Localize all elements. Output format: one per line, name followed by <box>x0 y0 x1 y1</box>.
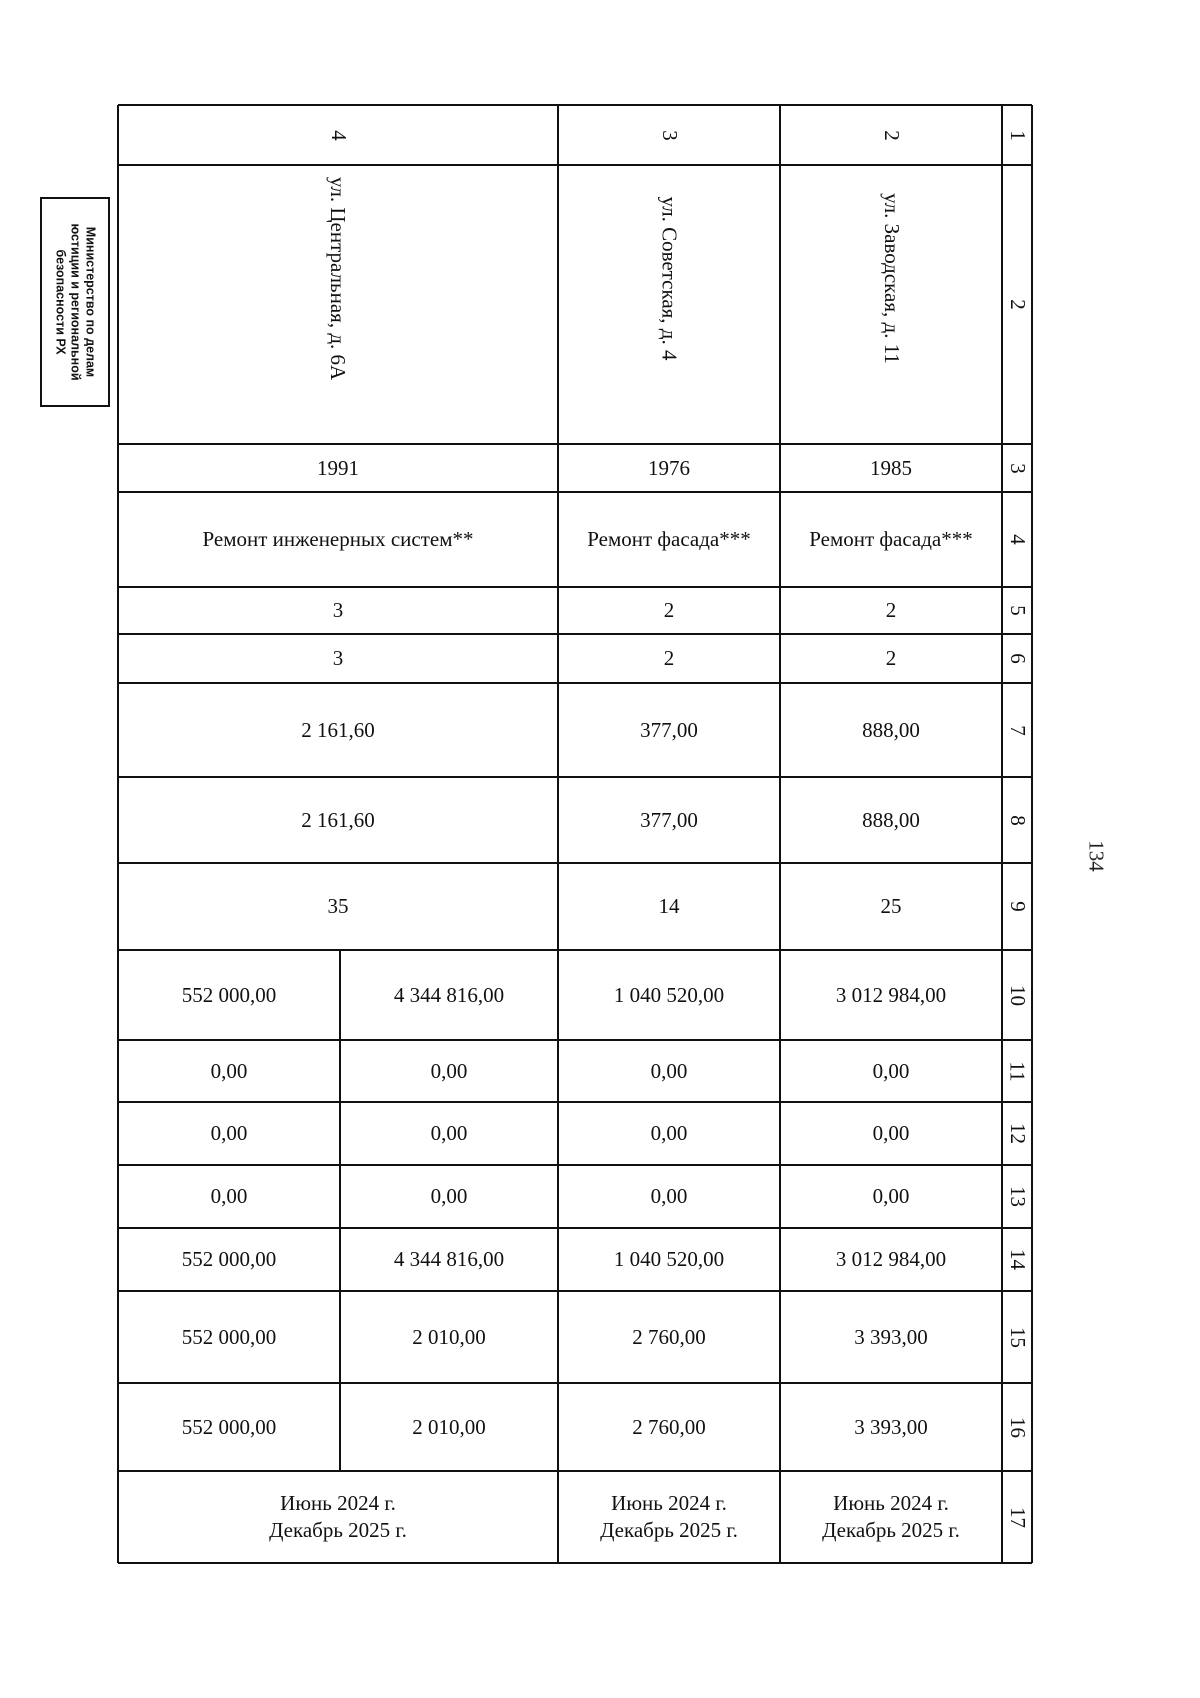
cell-value: 2 760,00 <box>632 1414 706 1439</box>
cell-value: 1 040 520,00 <box>613 982 725 1007</box>
row-3-col-8 <box>118 777 558 863</box>
cell-value: 2 <box>663 646 675 670</box>
cell-value: 552 000,00 <box>181 1247 277 1271</box>
column-number-9 <box>1002 863 1032 950</box>
cell-value: 4 344 816,00 <box>393 1247 505 1271</box>
cell-value: 4 344 816,00 <box>393 982 505 1007</box>
row-2-address <box>558 165 780 444</box>
cell-value: 0,00 <box>872 1184 910 1208</box>
row-1-period <box>780 1471 1002 1563</box>
row-1-col-9 <box>780 863 1002 950</box>
column-number-6 <box>1002 634 1032 683</box>
row-1-col-6 <box>780 634 1002 683</box>
row-3-number <box>118 105 558 165</box>
cell-value: 0,00 <box>650 1184 688 1208</box>
row-1-address <box>780 165 1002 444</box>
work-type-value: Ремонт инженерных систем** <box>202 527 474 551</box>
row-3-col-15-b <box>340 1291 558 1383</box>
cell-value: 2 010,00 <box>412 1414 486 1439</box>
cell-value: 888,00 <box>862 717 920 742</box>
cell-value: 0,00 <box>430 1184 468 1208</box>
cell-value: 2 161,60 <box>301 717 375 742</box>
cell-value: 3 012 984,00 <box>835 1247 947 1271</box>
cell-value: 14 <box>658 894 680 918</box>
stamp-line-3: безопасности РХ <box>53 249 68 355</box>
row-1-col-11 <box>780 1040 1002 1102</box>
column-number-label: 14 <box>1005 1249 1030 1270</box>
row-1-col-8 <box>780 777 1002 863</box>
column-number-12 <box>1002 1102 1032 1165</box>
column-number-label: 17 <box>1005 1506 1030 1528</box>
row-number-label: 3 <box>657 129 682 141</box>
cell-value: 0,00 <box>210 1058 248 1083</box>
column-number-16 <box>1002 1383 1032 1471</box>
column-number-10 <box>1002 950 1032 1040</box>
cell-value: 2 010,00 <box>412 1324 486 1349</box>
column-number-label: 1 <box>1005 129 1030 141</box>
row-3-col-11-a <box>118 1040 340 1102</box>
cell-value: 3 012 984,00 <box>835 982 947 1007</box>
column-number-label: 5 <box>1005 605 1030 616</box>
column-number-1 <box>1002 105 1032 165</box>
column-number-label: 12 <box>1005 1123 1030 1144</box>
row-3-col-12-b <box>340 1102 558 1165</box>
column-number-label: 9 <box>1005 901 1030 912</box>
row-2-col-10 <box>558 950 780 1040</box>
row-2-col-14 <box>558 1228 780 1291</box>
column-number-17 <box>1002 1471 1032 1563</box>
row-1-col-7 <box>780 683 1002 777</box>
column-number-label: 13 <box>1005 1186 1030 1207</box>
row-2-col-8 <box>558 777 780 863</box>
cell-value: 0,00 <box>650 1121 688 1145</box>
cell-value: 0,00 <box>210 1121 248 1145</box>
row-3-col-14-a <box>118 1228 340 1291</box>
column-number-15 <box>1002 1291 1032 1383</box>
column-number-3 <box>1002 444 1032 492</box>
cell-value: 0,00 <box>430 1058 468 1083</box>
row-2-work-type <box>558 492 780 587</box>
cell-value: 1 040 520,00 <box>613 1247 725 1271</box>
cell-value: 3 <box>332 598 344 622</box>
row-1-col-14 <box>780 1228 1002 1291</box>
cell-value: 3 <box>332 646 344 670</box>
cell-value: 0,00 <box>872 1058 910 1083</box>
row-3-col-5 <box>118 587 558 634</box>
row-3-col-11-b <box>340 1040 558 1102</box>
column-number-14 <box>1002 1228 1032 1291</box>
cell-value: 2 <box>885 646 897 670</box>
row-3-col-10-b <box>340 950 558 1040</box>
row-1-col-15 <box>780 1291 1002 1383</box>
row-3-col-13-a <box>118 1165 340 1228</box>
row-2-number <box>558 105 780 165</box>
row-1-year <box>780 444 1002 492</box>
row-1-col-13 <box>780 1165 1002 1228</box>
column-number-5 <box>1002 587 1032 634</box>
period-end: Декабрь 2025 г. <box>600 1518 738 1542</box>
row-3-year <box>118 444 558 492</box>
period-block <box>600 1490 738 1544</box>
column-number-label: 11 <box>1005 1060 1030 1082</box>
cell-value: 3 393,00 <box>854 1414 928 1439</box>
cell-value: 377,00 <box>640 807 698 832</box>
stamp-line-2: юстиции и региональной <box>68 223 83 381</box>
cell-value: 3 393,00 <box>854 1324 928 1349</box>
period-start: Июнь 2024 г. <box>833 1491 949 1515</box>
row-3-col-9 <box>118 863 558 950</box>
cell-value: 377,00 <box>640 717 698 742</box>
column-number-label: 16 <box>1005 1416 1030 1438</box>
page-number: 134 <box>1084 840 1109 872</box>
work-type-value: Ремонт фасада*** <box>809 527 973 551</box>
row-3-col-6 <box>118 634 558 683</box>
period-block <box>269 1490 407 1544</box>
row-1-col-16 <box>780 1383 1002 1471</box>
column-number-label: 7 <box>1005 724 1030 736</box>
row-1-col-12 <box>780 1102 1002 1165</box>
column-number-label: 10 <box>1005 984 1030 1006</box>
row-3-col-10-a <box>118 950 340 1040</box>
column-number-label: 6 <box>1005 653 1030 664</box>
row-2-col-6 <box>558 634 780 683</box>
period-start: Июнь 2024 г. <box>280 1491 396 1515</box>
row-3-col-16-a <box>118 1383 340 1471</box>
period-block <box>822 1490 960 1544</box>
row-3-period <box>118 1471 558 1563</box>
cell-value: 888,00 <box>862 807 920 832</box>
row-3-col-13-b <box>340 1165 558 1228</box>
row-3-address <box>118 165 558 444</box>
row-number-label: 2 <box>879 129 904 141</box>
row-2-col-12 <box>558 1102 780 1165</box>
cell-value: 552 000,00 <box>181 1324 277 1349</box>
column-number-label: 4 <box>1005 534 1030 545</box>
work-type-value: Ремонт фасада*** <box>587 527 751 551</box>
row-3-col-12-a <box>118 1102 340 1165</box>
row-2-col-13 <box>558 1165 780 1228</box>
column-number-7 <box>1002 683 1032 777</box>
row-3-col-15-a <box>118 1291 340 1383</box>
column-number-label: 3 <box>1005 462 1030 474</box>
row-2-col-7 <box>558 683 780 777</box>
row-2-col-5 <box>558 587 780 634</box>
column-number-8 <box>1002 777 1032 863</box>
cell-value: 2 161,60 <box>301 807 375 832</box>
row-2-period <box>558 1471 780 1563</box>
column-number-label: 2 <box>1005 299 1030 310</box>
row-1-number <box>780 105 1002 165</box>
cell-value: 0,00 <box>210 1184 248 1208</box>
period-end: Декабрь 2025 г. <box>269 1518 407 1542</box>
row-3-col-7 <box>118 683 558 777</box>
cell-value: 35 <box>327 894 349 918</box>
column-number-2 <box>1002 165 1032 444</box>
row-2-col-15 <box>558 1291 780 1383</box>
column-number-label: 15 <box>1005 1326 1030 1348</box>
row-1-work-type <box>780 492 1002 587</box>
row-2-col-16 <box>558 1383 780 1471</box>
cell-value: 25 <box>880 894 902 918</box>
row-1-col-10 <box>780 950 1002 1040</box>
column-number-label: 8 <box>1005 814 1030 826</box>
period-end: Декабрь 2025 г. <box>822 1518 960 1542</box>
cell-value: 552 000,00 <box>181 982 277 1007</box>
row-number-label: 4 <box>326 129 351 141</box>
row-3-work-type <box>118 492 558 587</box>
column-number-13 <box>1002 1165 1032 1228</box>
row-1-col-5 <box>780 587 1002 634</box>
row-2-col-9 <box>558 863 780 950</box>
row-2-year <box>558 444 780 492</box>
cell-value: 0,00 <box>872 1121 910 1145</box>
year-value: 1985 <box>870 455 912 480</box>
row-2-col-11 <box>558 1040 780 1102</box>
year-value: 1991 <box>317 455 359 480</box>
address-label: ул. Советская, д. 4 <box>657 196 682 361</box>
address-label: ул. Центральная, д. 6А <box>326 176 351 381</box>
year-value: 1976 <box>648 455 690 480</box>
row-3-col-16-b <box>340 1383 558 1471</box>
row-3-col-14-b <box>340 1228 558 1291</box>
cell-value: 2 <box>885 598 897 622</box>
period-start: Июнь 2024 г. <box>611 1491 727 1515</box>
column-number-11 <box>1002 1040 1032 1102</box>
cell-value: 2 <box>663 598 675 622</box>
cell-value: 552 000,00 <box>181 1414 277 1439</box>
cell-value: 0,00 <box>430 1121 468 1145</box>
cell-value: 0,00 <box>650 1058 688 1083</box>
column-number-4 <box>1002 492 1032 587</box>
address-label: ул. Заводская, д. 11 <box>879 193 904 364</box>
stamp-line-1: Министерство по делам <box>83 226 98 378</box>
cell-value: 2 760,00 <box>632 1324 706 1349</box>
